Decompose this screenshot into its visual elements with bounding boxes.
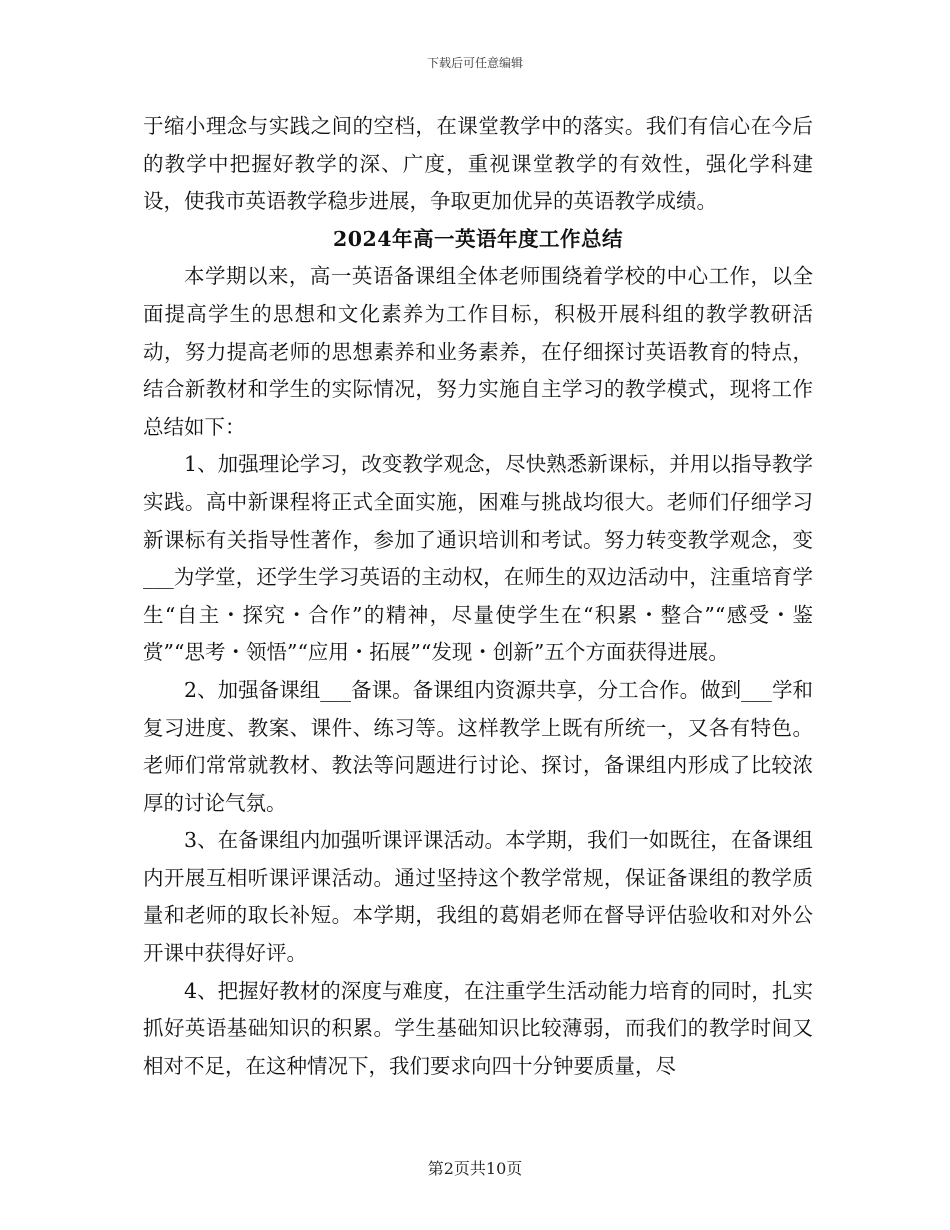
page-header: 下载后可任意编辑 <box>426 56 523 70</box>
section-title: 2024年高一英语年度工作总结 <box>332 226 624 251</box>
item-paragraph-3: 3、在备课组内加强听课评课活动。本学期，我们一如既往，在备课组内开展互相听课评课活动。通过坚持这个教学常规，保证备课组的教学质量和老师的取长补短。本学期，我组的葛娟老师在督导评估验收和对外公开课中获得好评。 <box>143 828 813 966</box>
item-paragraph-4: 4、把握好教材的深度与难度，在注重学生活动能力培育的同时，扎实抓好英语基础知识的积累。学生基础知识比较薄弱，而我们的教学时间又相对不足，在这种情况下，我们要求向四十分钟要质量，尽 <box>143 978 813 1078</box>
continuation-paragraph: 于缩小理念与实践之间的空档，在课堂教学中的落实。我们有信心在今后的教学中把握好教学的深、广度，重视课堂教学的有效性，强化学科建设，使我市英语教学稳步进展，争取更加优异的英语教学成绩。 <box>143 114 813 214</box>
item-paragraph-1: 1、加强理论学习，改变教学观念，尽快熟悉新课标，并用以指导教学实践。高中新课程将正式全面实施，困难与挑战均很大。老师们仔细学习新课标有关指导性著作，参加了通识培训和考试。努力转变教学观念，变___为学堂，还学生学习英语的主动权，在师生的双边活动中，注重培育学生“自主・探究・合作”的精神，尽量使学生在“积累・整合”“感受・鉴赏”“思考・领悟”“应用・拓展”“发现・创新”五个方面获得进展。 <box>143 452 813 665</box>
item-paragraph-2: 2、加强备课组___备课。备课组内资源共享，分工合作。做到___学和复习进度、教案、课件、练习等。这样教学上既有所统一，又各有特色。老师们常常就教材、教法等问题进行讨论、探讨，备课组内形成了比较浓厚的讨论气氛。 <box>143 677 813 815</box>
intro-paragraph: 本学期以来，高一英语备课组全体老师围绕着学校的中心工作，以全面提高学生的思想和文化素养为工作目标，积极开展科组的教学教研活动，努力提高老师的思想素养和业务素养，在仔细探讨英语教育的特点，结合新教材和学生的实际情况，努力实施自主学习的教学模式，现将工作总结如下： <box>143 264 813 439</box>
document-body <box>143 108 813 1085</box>
page-footer: 第2页共10页 <box>427 1159 523 1178</box>
